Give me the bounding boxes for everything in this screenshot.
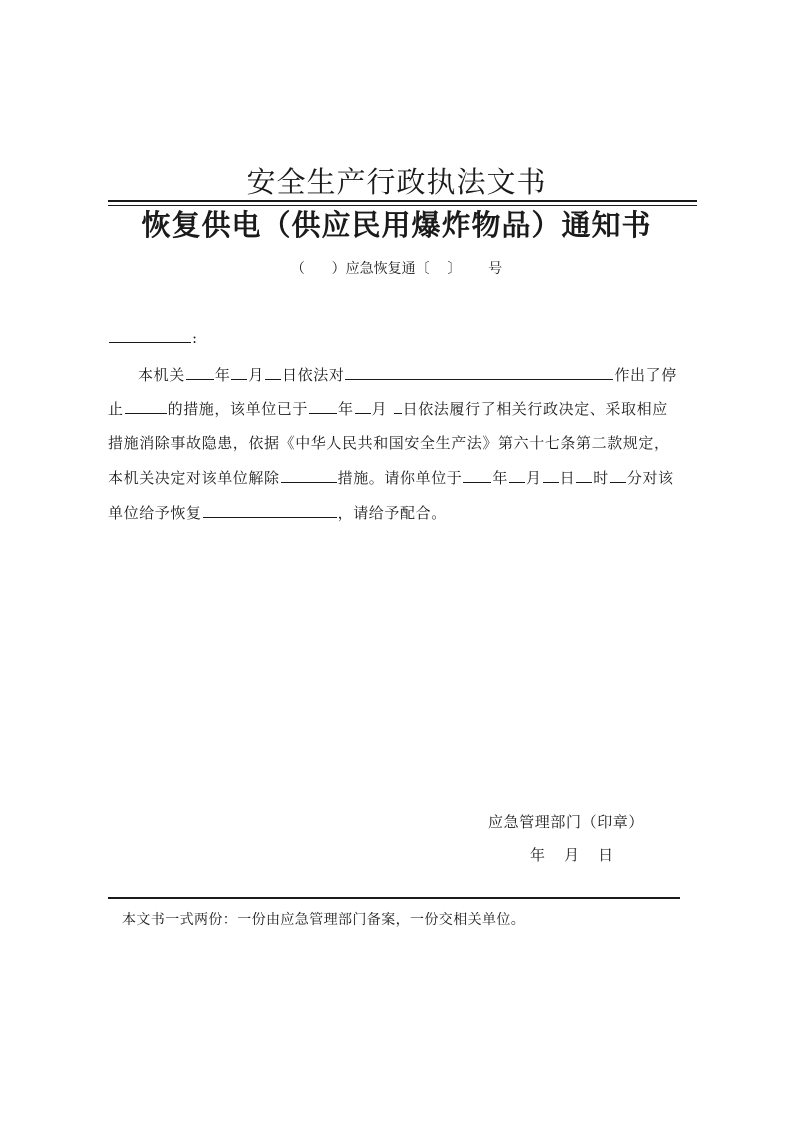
body-text: 月	[371, 400, 393, 418]
recipient-blank[interactable]	[109, 327, 191, 343]
body-text: 年	[214, 366, 231, 384]
body-text: 措施。请你单位于	[337, 469, 463, 487]
body-text: 日依法履行了相关行政决定、采取相应	[402, 400, 668, 418]
signature-date: 年 月 日	[530, 846, 614, 864]
day-blank[interactable]	[265, 364, 281, 380]
body-text: 时	[593, 469, 609, 487]
body-line-4	[108, 467, 688, 489]
body-text: 日	[559, 469, 576, 487]
hour-blank[interactable]	[576, 467, 592, 483]
body-text: 月	[248, 366, 265, 384]
minute-blank[interactable]	[610, 467, 626, 483]
year-blank[interactable]	[309, 398, 337, 414]
body-text: 止	[108, 400, 124, 418]
body-line-1	[108, 364, 688, 386]
title-divider-thick	[108, 200, 697, 202]
body-text: 月	[526, 469, 542, 487]
month-blank[interactable]	[355, 398, 371, 414]
body-text: 的措施，该单位已于	[167, 400, 309, 418]
copies-footnote: 本文书一式两份：一份由应急管理部门备案，一份交相关单位。	[122, 912, 526, 928]
day-blank[interactable]	[543, 467, 559, 483]
body-line-5	[108, 502, 688, 524]
day-blank[interactable]	[394, 398, 402, 414]
body-text: 单位给予恢复	[108, 504, 202, 522]
year-blank[interactable]	[463, 467, 491, 483]
month-blank[interactable]	[509, 467, 525, 483]
body-text: 本机关决定对该单位解除	[108, 469, 280, 487]
body-text: 年	[492, 469, 509, 487]
series-title: 安全生产行政执法文书	[246, 165, 547, 199]
body-text: 分对该	[626, 469, 674, 487]
target-unit-blank[interactable]	[345, 364, 613, 380]
body-text: 年	[338, 400, 354, 418]
body-text: 本机关	[138, 366, 185, 384]
issuing-department-seal: 应急管理部门（印章）	[488, 813, 645, 831]
body-text: ，请给予配合。	[337, 504, 447, 522]
recipient-line	[108, 327, 197, 348]
body-line-3: 措施消除事故隐患，依据《中华人民共和国安全生产法》第六十七条第二款规定，	[108, 434, 670, 452]
year-blank[interactable]	[186, 364, 214, 380]
measure-blank[interactable]	[125, 398, 167, 414]
lifted-measure-blank[interactable]	[281, 467, 337, 483]
body-text: 作出了停	[614, 366, 677, 384]
body-text: 日依法对	[282, 366, 345, 384]
document-number: （ ）应急恢复通〔 〕 号	[290, 261, 503, 277]
body-line-2	[108, 398, 688, 420]
restored-item-blank[interactable]	[203, 502, 337, 518]
footer-divider	[108, 897, 680, 899]
document-title: 恢复供电（供应民用爆炸物品）通知书	[141, 208, 652, 242]
recipient-colon: :	[192, 329, 198, 347]
month-blank[interactable]	[231, 364, 247, 380]
